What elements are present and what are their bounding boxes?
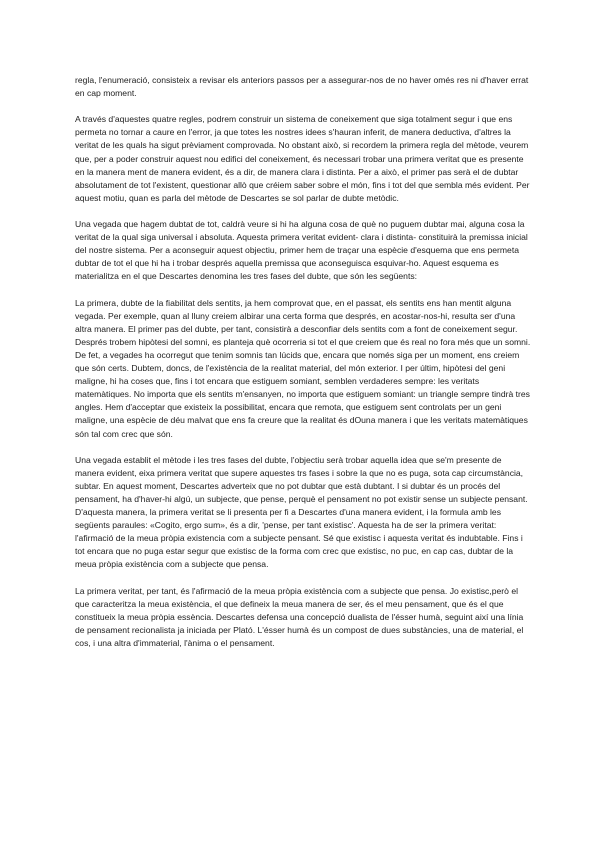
- paragraph-1: regla, l'enumeració, consisteix a revisar els anteriors passos per a assegurar-nos de no haver omés res ni d'haver errat en cap moment.: [75, 75, 529, 99]
- paragraph-5: Una vegada establit el mètode i les tres fases del dubte, l'objectiu serà trobar aquella idea que se'm presente de manera evident, eixa primera veritat que supere aquestes trs fases i sobre la que no es puga, sota cap circumstància, subtar. En aquest moment, Descartes adverteix que no pot dubtar que està dubtant. I si dubtar és un procés del pensament, ha d'haver-hi algú, un subjecte, que pense, perquè el pensament no pot existir sense un subjecte pensant. D'aquesta manera, la primera veritat se li presenta per fi a Descartes d'una manera evident, i la formula amb les següents paraules: «Cogito, ergo sum», és a dir, 'pense, per tant existisc'. Aquesta ha de ser la primera veritat: l'afirmació de la meua pròpia existencia com a subjecte pensant. Sé que existisc i aquesta veritat és indubtable. Fins i tot encara que no puga estar segur que existisc de la forma com crec que existisc, no puc, en cap cas, dubtar de la meua pròpia existència com a subjecte que pensa.: [75, 454, 528, 570]
- paragraph-3: Una vegada que hagem dubtat de tot, caldrà veure si hi ha alguna cosa de què no puguem dubtar mai, alguna cosa la veritat de la qual siga universal i absoluta. Aquesta primera veritat evident- clara i distinta- constituirà la premissa inicial del nostre sistema. Per a aconseguir aquest objectiu, primer hem de traçar una espècie d'esquema que ens permeta dubtar de tot el que hi ha i trobar després aquella premissa que aconseguisca esquivar-ho. Aquest esquema es materialitza en el que Descartes denomina les tres fases del dubte, que són les següents:: [75, 219, 528, 282]
- paragraph-2: A través d'aquestes quatre regles, podrem construir un sistema de coneixement que siga totalment segur i que ens permeta no tornar a caure en l'error, ja que totes les nostres idees s'hauran inferit, de manera deductiva, d'altres la veritat de les quals ha sigut prèviament comprovada. No obstant això, si recordem la primera regla del mètode, veurem que, per a poder construir aquest nou edifici del coneixement, és necessari trobar una primera veritat que es presente en la manera ment de manera evident, és a dir, de manera clara i distinta. Per a això, el primer pas serà el de dubtar absolutament de tot l'existent, questionar allò que créiem saber sobre el món, fins i tot del que sembla més evident. Per aquest motiu, quan es parla del mètode de Descartes se sol parlar de dubte metòdic.: [75, 114, 530, 203]
- paragraph-6: La primera veritat, per tant, és l'afirmació de la meua pròpia existència com a subjecte que pensa. Jo existisc,però el que caracteritza la meua existència, el que defineix la meua manera de ser, és el meu pensament, que és el que constitueix la meua pròpia essència. Descartes defensa una concepció dualista de l'ésser humà, seguint així una línia de pensament recionalista ja iniciada per Plató. L'ésser humà és un compost de dues substàncies, una de material, el cos, i una altra d'immaterial, l'ànima o el pensament.: [75, 585, 524, 649]
- paragraph-4: La primera, dubte de la fiabilitat dels sentits, ja hem comprovat que, en el passat, els sentits ens han mentit alguna vegada. Per exemple, quan al lluny creiem albirar una certa forma que després, en acostar-nos-hi, resulta ser d'una altra manera. El primer pas del dubte, per tant, consistirà a desconfiar dels sentits com a font de coneixement segur. Després trobem hipòtesi del somni, es planteja què ocorreria si tot el que creiem que és real no fora més que un somni. De fet, a vegades ha ocorregut que tenim somnis tan lúcids que, encara que només siga per un moment, ens creiem que són certs. Dubtem, doncs, de l'existència de la realitat material, del món exterior. I per últim, hipòtesi del geni maligne, hi ha coses que, fins i tot encara que estiguem somiant, semblen verdaderes sempre: les veritats matemàtiques. No importa que els sentits m'ensanyen, no importa que estiguem somiant: un triangle sempre tindrà tres angles. Hem d'acceptar que existeix la possibilitat, encara que remota, que estiguem sent controlats per un geni maligne, una espècie de déu malvat que ens fa creure que la realitat és dOuna manera i que les veritats matemàtiques són tal com crec que són.: [75, 297, 531, 439]
- document-body: [75, 74, 533, 663]
